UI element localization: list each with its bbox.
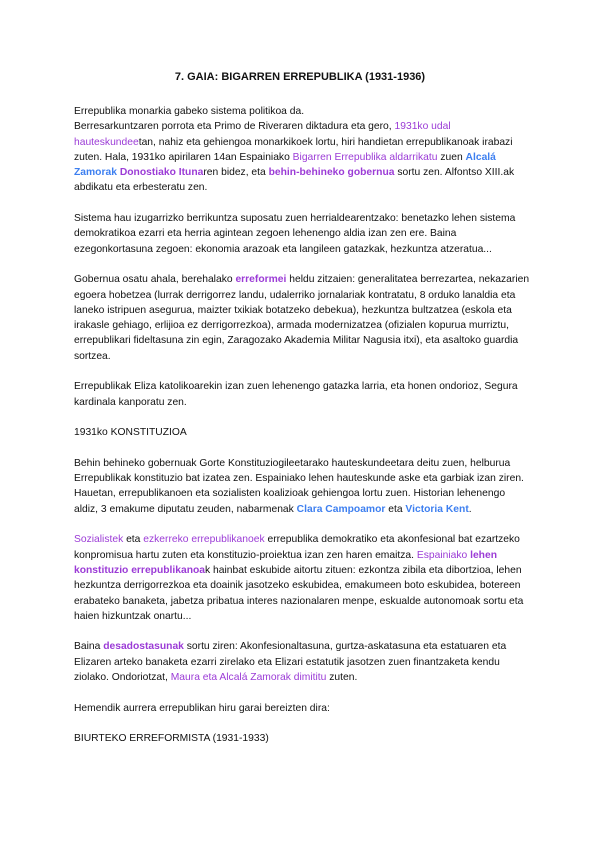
heading-constitution: 1931ko KONSTITUZIOA: [74, 427, 187, 439]
paragraph-disagreements: [74, 639, 530, 685]
term-disagreements[interactable]: desadostasunak: [103, 641, 184, 653]
term-donostia-pact[interactable]: Donostiako Ituna: [119, 167, 204, 179]
elections-text: eta: [385, 503, 406, 515]
intro-text: Berresarkuntzaren porrota eta Primo de Riveraren diktadura eta gero,: [74, 121, 395, 133]
intro-text: sortu zen. Alfontso XIII.ak abdikatu eta erbesteratu zen.: [74, 167, 515, 194]
term-provisional-government[interactable]: behin-behineko gobernua: [268, 167, 395, 179]
paragraph-reforms: [74, 272, 530, 364]
link-1931-elections[interactable]: 1931ko udal hauteskundee: [74, 121, 451, 148]
reforms-text: heldu zitzaien: generalitatea berrezartea, nekazarien egoera hobetzea (lurrak derrigorrez landu, udalerriko jornalariak kontratatu, 8 orduko lanaldia eta laneko istripuen asegurua, maizter txikiak botatzeko debekua), hezkuntza bultzatzea (eskola eta irakasle gehiago, erlijioa ez derrigorrezkoa), armada modernizatzea (ofizialen kopurua murriztu, errepublikari fideltasuna zin egin, Zaragozako Akademia Militar Nagusia itxi), eta asaltoko guardia sortzea.: [74, 274, 530, 362]
document-body: [74, 104, 530, 762]
term-first-republican-constitution[interactable]: lehen konstituzio errepublikanoa: [74, 549, 497, 576]
paragraph-church: Errepublikak Eliza katolikoarekin izan zuen lehenengo gatazka larria, eta honen ondorioz, Segura kardinala kanporatu zen.: [74, 381, 518, 408]
constitution-text: k hainbat eskubide aitortu zituen: ezkontza zibila eta dibortzioa, lehen hezkuntza derrigorrezkoa eta doainik jasotzeko eskubidea, emakumeen boto eskubidea, botereen erabateko banaketa, jabetza pribatua interes nazionalaren menpe, eskualde autonomoak sortu eta haien hizkuntzak onartu...: [74, 564, 524, 622]
paragraph-periods: Hemendik aurrera errepublikan hiru garai bereizten dira:: [74, 702, 330, 714]
term-left-republicans[interactable]: ezkerreko errepublikanoek: [143, 534, 265, 546]
heading-reformist-biennium: BIURTEKO ERREFORMISTA (1931-1933): [74, 733, 269, 745]
page-title: 7. GAIA: BIGARREN ERREPUBLIKA (1931-1936): [174, 71, 426, 83]
constitution-text: errepublika demokratiko eta akonfesional bat ezartzeko konpromisua hartu zuten eta konstituzio-proiektua izan zen haren emaitza.: [74, 534, 520, 561]
paragraph-constitution: [74, 532, 530, 624]
paragraph-intro: [74, 104, 530, 196]
term-socialists[interactable]: Sozialistek: [74, 534, 124, 546]
link-maura-alcala-resign[interactable]: Maura eta Alcalá Zamorak dimititu: [170, 671, 327, 683]
term-spain[interactable]: Espainiako: [416, 549, 471, 561]
name-victoria-kent[interactable]: Victoria Kent: [405, 503, 469, 515]
paragraph-system: Sistema hau izugarrizko berrikuntza suposatu zuen herrialdearentzako: benetazko lehen sistema demokratikoa ezarri eta herria agintean zegoen lehenengo aldia izan zen ere. Baina ezegonkortasuna zegoen: ekonomia arazoak eta langileen gatazkak, hezkuntza atzeratua...: [74, 213, 516, 255]
disagreements-text: Baina: [74, 641, 104, 653]
intro-text: zuen: [437, 151, 466, 163]
paragraph-elections: [74, 456, 530, 517]
name-clara-campoamor[interactable]: Clara Campoamor: [296, 503, 386, 515]
term-reforms[interactable]: erreformei: [235, 274, 287, 286]
link-second-republic[interactable]: Bigarren Errepublika aldarrikatu: [292, 151, 438, 163]
intro-text: ren bidez, eta: [203, 167, 269, 179]
disagreements-text: sortu ziren: Akonfesionaltasuna, gurtza-askatasuna eta estatuaren eta Elizaren arteko banaketa ezarri zirelako eta Elizari estatutik jasotzen zuen finantzaketa kendu ziolako. Ondoriotzat,: [74, 641, 507, 683]
name-alcala-zamora[interactable]: Alcalá Zamorak: [74, 151, 496, 179]
constitution-text: eta: [123, 534, 144, 546]
reforms-text: Gobernua osatu ahala, berehalako: [74, 274, 236, 286]
intro-definition: Errepublika monarkia gabeko sistema politikoa da.: [74, 106, 305, 117]
intro-text: tan, nahiz eta gehiengoa monarkikoek lortu, hiri handietan errepublikanoak irabazi zuten. Hala, 1931ko apirilaren 14an Espainiako: [74, 136, 513, 163]
disagreements-text: zuten.: [326, 671, 358, 683]
elections-text: .: [468, 503, 472, 515]
elections-text: Behin behineko gobernuak Gorte Konstituziogileetarako hauteskundeetara deitu zuen, helburua Errepublikak konstituzio bat izatea zen. Espainiako lehen hauteskunde aske eta garbiak izan ziren. Hauetan, errepublikanoen eta sozialisten koalizioak gehiengoa lortu zuen. Historian lehenengo aldiz, 3 emakume diputatu zeuden, nabarmenak: [74, 457, 524, 515]
